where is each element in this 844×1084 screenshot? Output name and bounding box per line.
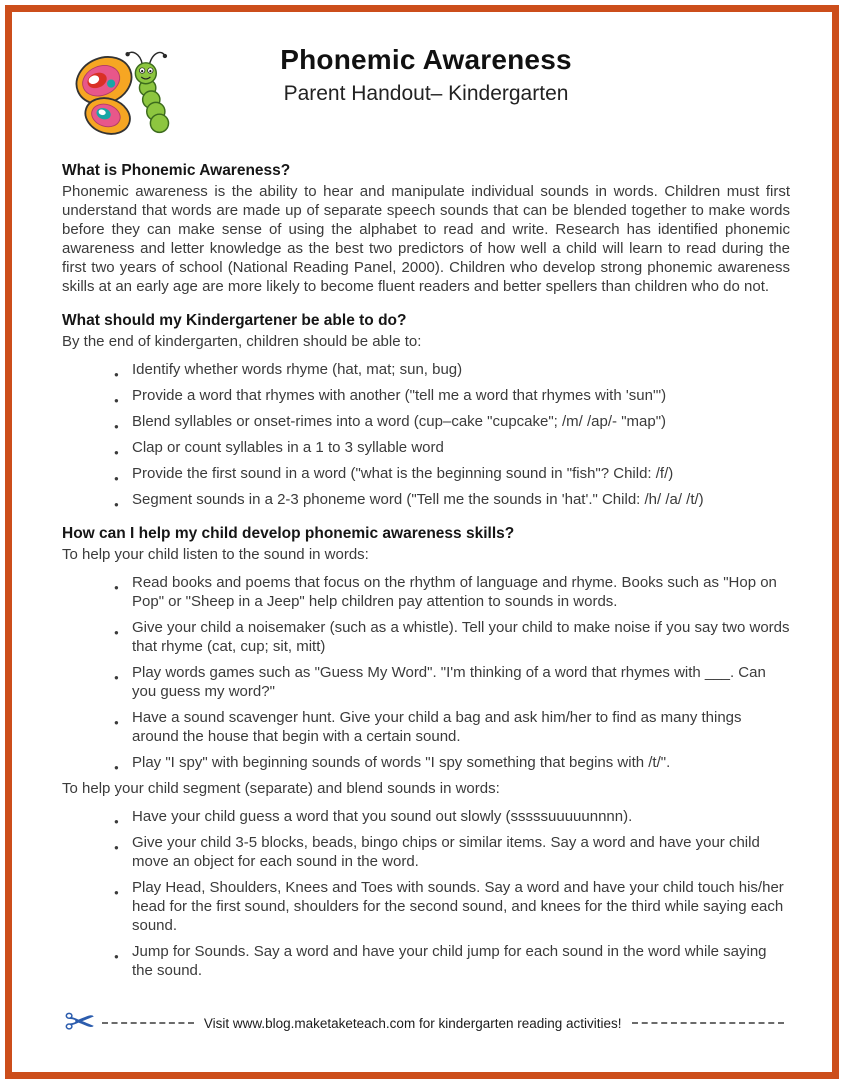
segment-activities-list: [62, 807, 790, 980]
list-item: ● Provide a word that rhymes with another ("tell me a word that rhymes with 'sun'"): [132, 386, 790, 405]
list-item: ● Have a sound scavenger hunt. Give your child a bag and ask him/her to find as many things around the house that begin with a certain sound.: [132, 708, 790, 746]
section-paragraph: Phonemic awareness is the ability to hear and manipulate individual sounds in words. Children must first understand that words are made up of separate speech sounds that can be blended together to make words before they can make sense of using the alphabet to read and write. Research has identified phonemic awareness and letter knowledge as the best two predictors of how well a child will learn to read during the first two years of school (National Reading Panel, 2000). Children who develop strong phonemic awareness skills at an early age are more likely to become fluent readers and better spellers than children who do not.: [62, 183, 790, 295]
section-intro: By the end of kindergarten, children should be able to:: [62, 333, 422, 350]
list-item: ● Play words games such as "Guess My Word". "I'm thinking of a word that rhymes with ___. Can you guess my word?": [132, 663, 790, 701]
list-item: ● Jump for Sounds. Say a word and have your child jump for each sound in the word while saying the sound.: [132, 942, 790, 980]
list-item: ● Segment sounds in a 2-3 phoneme word ("Tell me the sounds in 'hat'." Child: /h/ /a/ /t/): [132, 490, 790, 509]
expectations-list: [62, 360, 790, 509]
dashed-line-left: [102, 1022, 194, 1024]
section-what-is-phonemic-awareness: [62, 162, 790, 296]
header: [62, 44, 790, 146]
dashed-line-right: [632, 1022, 784, 1024]
list-item: ● Have your child guess a word that you sound out slowly (sssssuuuuunnnn).: [132, 807, 790, 826]
page-subtitle: Parent Handout– Kindergarten: [283, 82, 569, 105]
section-help-develop-skills: [62, 525, 790, 980]
list-item: ● Clap or count syllables in a 1 to 3 syllable word: [132, 438, 790, 457]
list-item: ● Provide the first sound in a word ("what is the beginning sound in "fish"? Child: /f/): [132, 464, 790, 483]
scissors-icon: ✂: [64, 1002, 96, 1044]
page-border: [5, 5, 839, 1079]
butterfly-logo-icon: [68, 46, 180, 146]
page-title: Phonemic Awareness: [280, 44, 572, 75]
list-item: ● Read books and poems that focus on the rhythm of language and rhyme. Books such as "Hop on Pop" or "Sheep in a Jeep" help children pay attention to sounds in words.: [132, 573, 790, 611]
list-item: ● Give your child a noisemaker (such as a whistle). Tell your child to make noise if you say two words that rhyme (cat, cup; sit, mitt): [132, 618, 790, 656]
section-heading: How can I help my child develop phonemic awareness skills?: [62, 525, 515, 542]
section-intro-listen: To help your child listen to the sound in words:: [62, 546, 369, 563]
list-item: ● Give your child 3-5 blocks, beads, bingo chips or similar items. Say a word and have your child move an object for each sound in the word.: [132, 833, 790, 871]
footer: [64, 1004, 784, 1042]
list-item: ● Play "I spy" with beginning sounds of words "I spy something that begins with /t/".: [132, 753, 790, 772]
list-item: ● Identify whether words rhyme (hat, mat; sun, bug): [132, 360, 790, 379]
section-intro-segment: To help your child segment (separate) and blend sounds in words:: [62, 780, 500, 797]
listen-activities-list: [62, 573, 790, 772]
section-heading: What should my Kindergartener be able to do?: [62, 312, 407, 329]
section-kindergartener-expectations: [62, 312, 790, 509]
list-item: ● Blend syllables or onset-rimes into a word (cup–cake "cupcake"; /m/ /ap/- "map"): [132, 412, 790, 431]
footer-text: Visit www.blog.maketaketeach.com for kindergarten reading activities!: [203, 1015, 622, 1031]
list-item: ● Play Head, Shoulders, Knees and Toes with sounds. Say a word and have your child touch his/her head for the first sound, shoulders for the second sound, and knees for the third while saying each sound.: [132, 878, 790, 935]
section-heading: What is Phonemic Awareness?: [62, 162, 291, 179]
